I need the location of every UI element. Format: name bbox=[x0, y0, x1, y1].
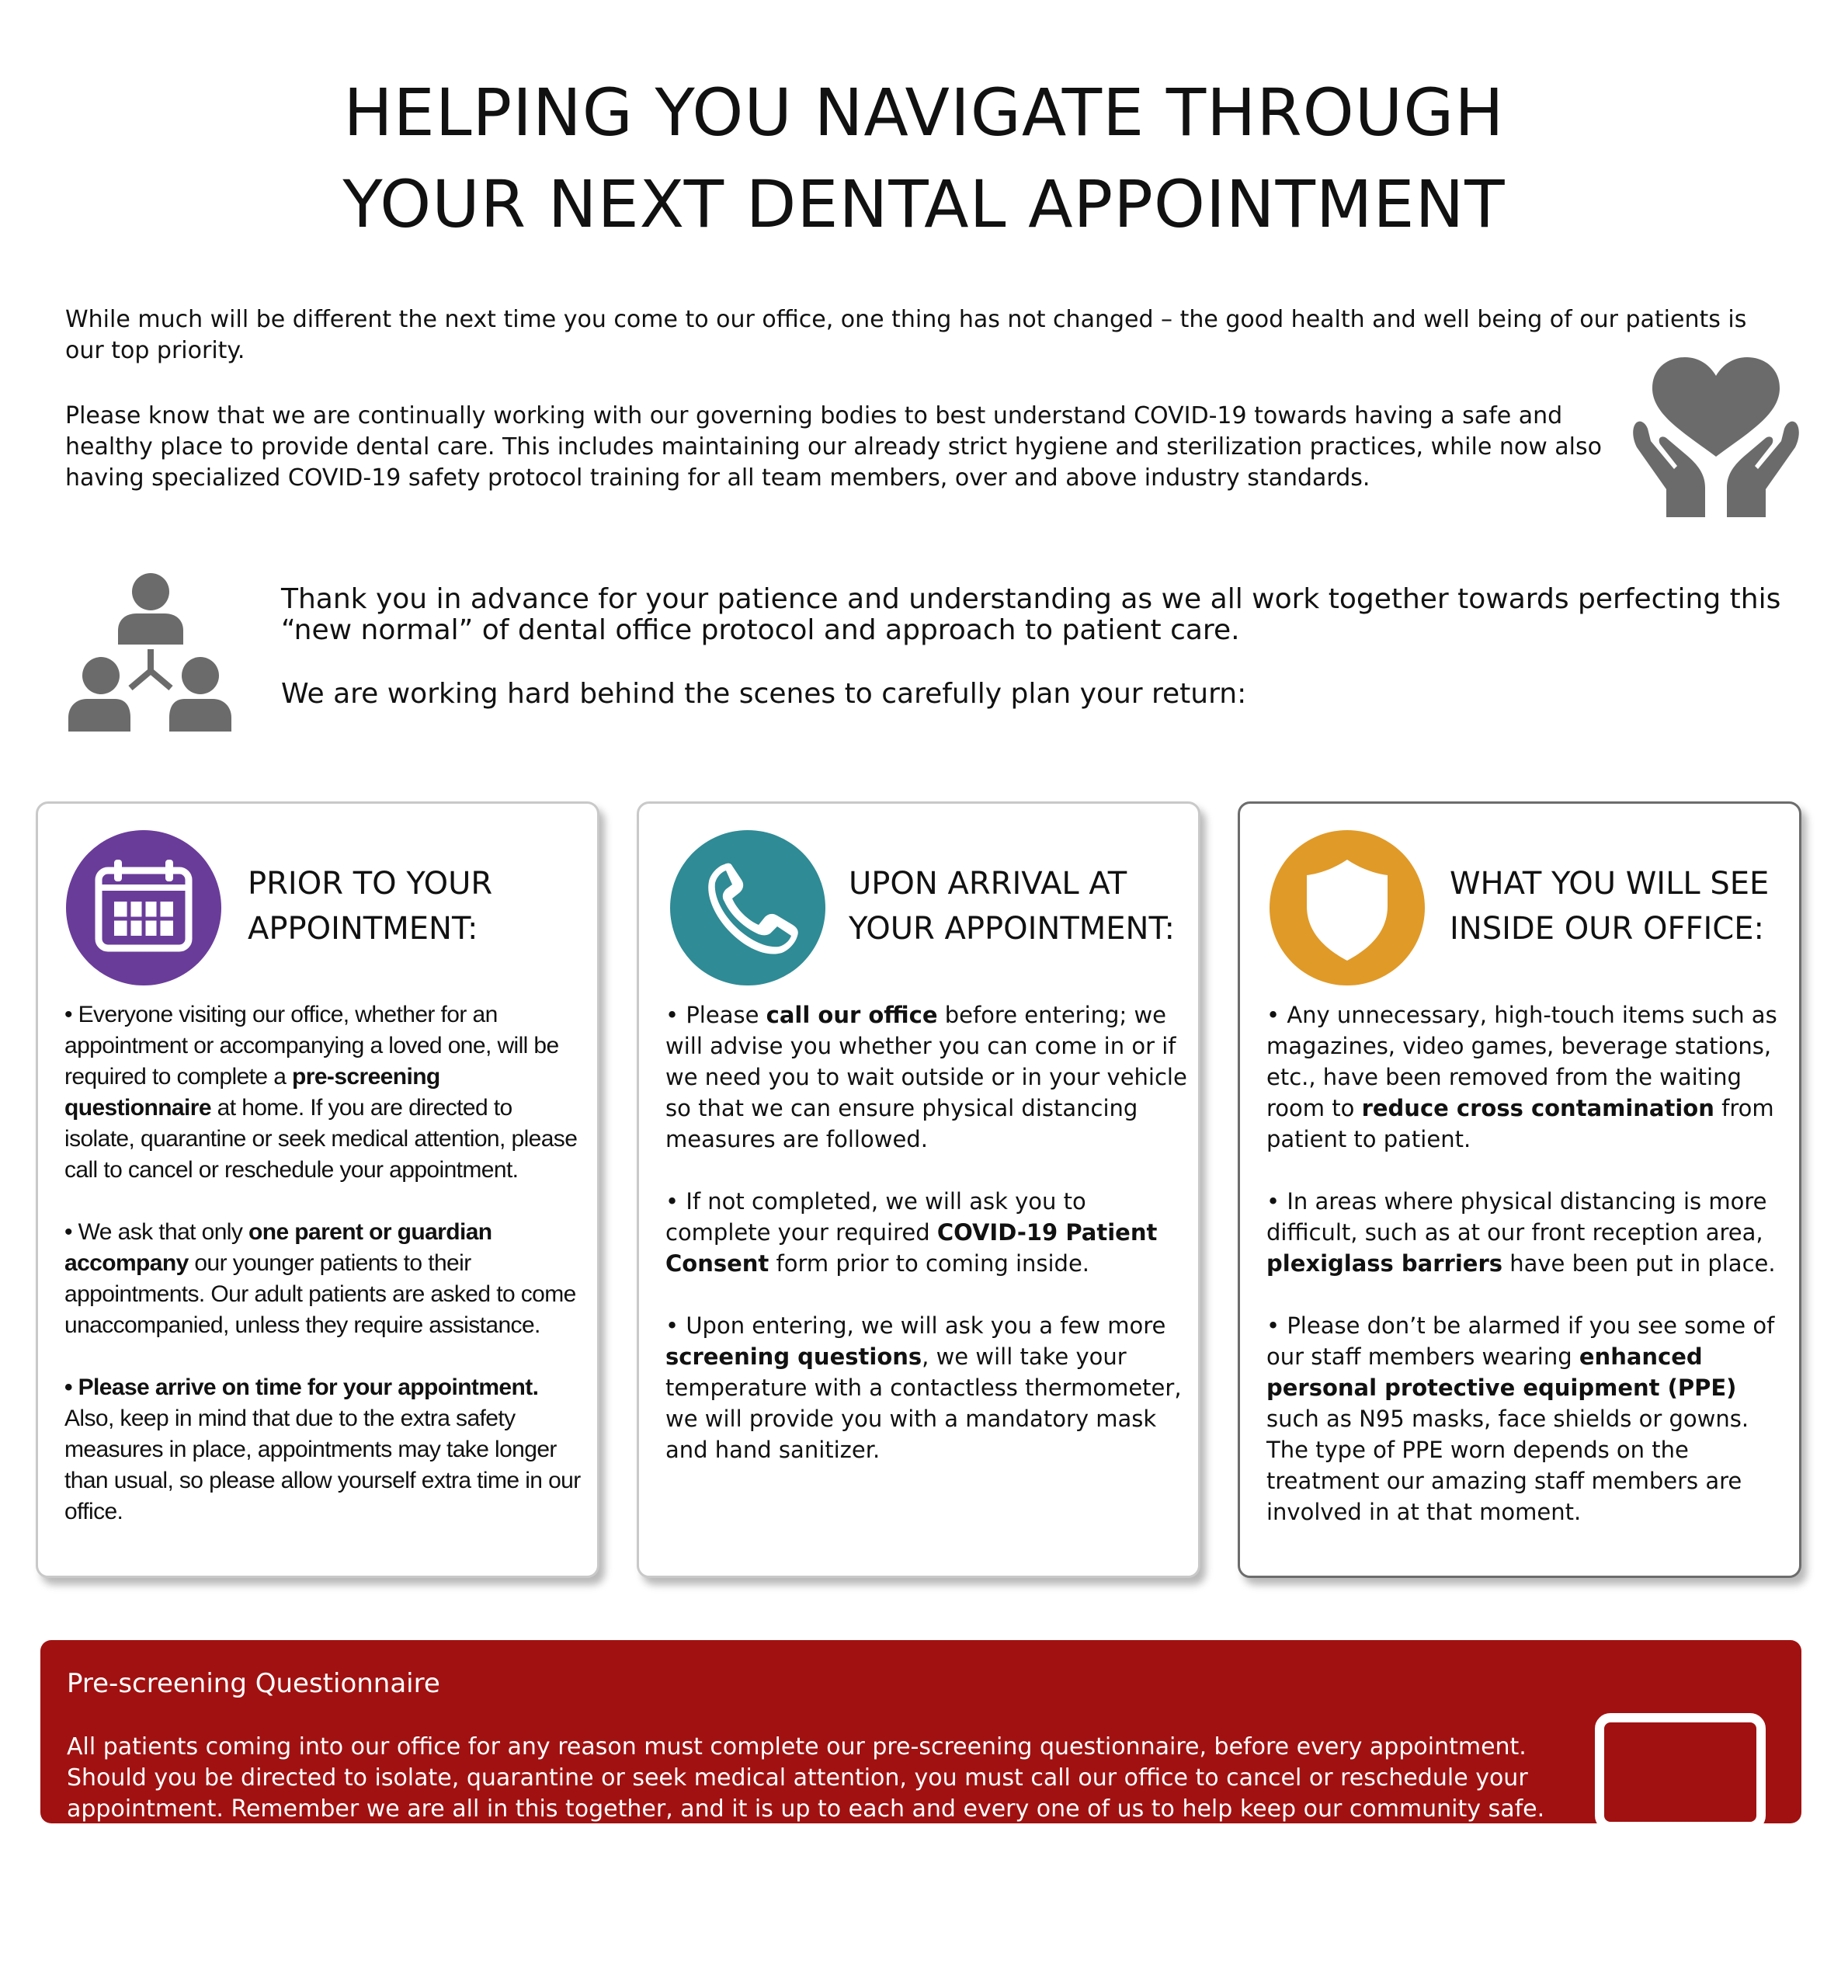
bullet-item: • Any unnecessary, high-touch items such as magazines, video games, beverage stations, etc., have been removed from the waiting room to reduce cross contamination from patient to patient. bbox=[1266, 1002, 1777, 1152]
card-body bbox=[665, 999, 1187, 1496]
intro-paragraph-1: While much will be different the next time you come to our office, one thing has not changed – the good health and well being of our patients is our top priority. bbox=[65, 306, 1747, 364]
page-title-line-1: HELPING YOU NAVIGATE THROUGH bbox=[343, 75, 1505, 151]
thanks-paragraph-2: We are working hard behind the scenes to carefully plan your return: bbox=[281, 678, 1247, 710]
card-title bbox=[1450, 861, 1791, 951]
thanks-paragraph-1: Thank you in advance for your patience and understanding as we all work together towards perfecting this “new normal” of dental office protocol and approach to patient care. bbox=[281, 583, 1781, 646]
card-title-line-2: APPOINTMENT: bbox=[248, 911, 478, 947]
card-title-line-1: WHAT YOU WILL SEE bbox=[1450, 866, 1770, 902]
card-title-line-2: INSIDE OUR OFFICE: bbox=[1450, 911, 1764, 947]
card-title-line-1: PRIOR TO YOUR bbox=[248, 866, 493, 902]
shield-circle bbox=[1270, 830, 1425, 985]
intro-paragraph-2: Please know that we are continually working with our governing bodies to best understand COVID-19 towards having a safe and healthy place to provide dental care. This includes maintaining our already strict hygiene and sterilization practices, while now also having specialized COVID-19 safety protocol training for all team members, over and above industry standards. bbox=[65, 402, 1602, 492]
card-title-line-1: UPON ARRIVAL AT bbox=[849, 866, 1127, 902]
bullet-item: • We ask that only one parent or guardian accompany our younger patients to their appointments. Our adult patients are asked to come unaccompanied, unless they require assistance. bbox=[64, 1219, 576, 1338]
phone-circle bbox=[670, 830, 825, 985]
bullet-item: • If not completed, we will ask you to complete your required COVID-19 Patient Consent form prior to coming inside. bbox=[665, 1188, 1158, 1277]
banner-title: Pre-screening Questionnaire bbox=[67, 1668, 440, 1699]
bullet-item: • Please arrive on time for your appointment. Also, keep in mind that due to the extra safety measures in place, appointments may take longer than usual, so please allow yourself extra time in our office. bbox=[64, 1375, 581, 1524]
phone-icon bbox=[670, 830, 825, 985]
calendar-circle bbox=[66, 830, 221, 985]
thanks-section bbox=[281, 584, 1803, 710]
card-body bbox=[1266, 999, 1788, 1559]
card-title bbox=[849, 861, 1190, 951]
card-inside-office bbox=[1238, 801, 1801, 1578]
banner-body: All patients coming into our office for any reason must complete our pre-screening questionnaire, before every appointment. Should you be directed to isolate, quarantine or seek medical attention, you must call our office to cancel or reschedule your appointment. Remember we are all in this together, and it is up to each and every one of us to help keep our community safe. bbox=[67, 1733, 1545, 1823]
bullet-item: • Upon entering, we will ask you a few more screening questions, we will take your temperature with a contactless thermometer, we will provide you with a mandatory mask and hand sanitizer. bbox=[665, 1312, 1182, 1463]
shield-icon bbox=[1270, 830, 1425, 985]
bullet-item: • Please call our office before entering; we will advise you whether you can come in or if we need you to wait outside or in your vehicle so that we can ensure physical distancing measures are followed. bbox=[665, 1002, 1187, 1152]
card-upon-arrival bbox=[637, 801, 1200, 1578]
heart-hands-icon bbox=[1631, 357, 1801, 520]
bullet-item: • Please don’t be alarmed if you see some of our staff members wearing enhanced personal protective equipment (PPE) such as N95 masks, face shields or gowns. The type of PPE worn depends on the treatment our amazing staff members are involved in at that moment. bbox=[1266, 1312, 1775, 1525]
card-title-line-2: YOUR APPOINTMENT: bbox=[849, 911, 1175, 947]
card-body bbox=[64, 999, 586, 1559]
team-icon bbox=[68, 572, 231, 732]
card-title bbox=[248, 861, 589, 951]
prescreening-banner bbox=[40, 1640, 1801, 1823]
bullet-item: • In areas where physical distancing is more difficult, such as at our front reception area, plexiglass barriers have been put in place. bbox=[1266, 1188, 1776, 1277]
page-title-line-2: YOUR NEXT DENTAL APPOINTMENT bbox=[342, 166, 1506, 242]
monitor-icon bbox=[1595, 1713, 1766, 1864]
page-title bbox=[0, 67, 1848, 250]
card-prior-to-appointment bbox=[36, 801, 599, 1578]
bullet-item: • Everyone visiting our office, whether for an appointment or accompanying a loved one, will be required to complete a pre-screening questionnaire at home. If you are directed to isolate, quarantine or seek medical attention, please call to cancel or reschedule your appointment. bbox=[64, 1002, 578, 1183]
calendar-icon bbox=[66, 830, 221, 985]
